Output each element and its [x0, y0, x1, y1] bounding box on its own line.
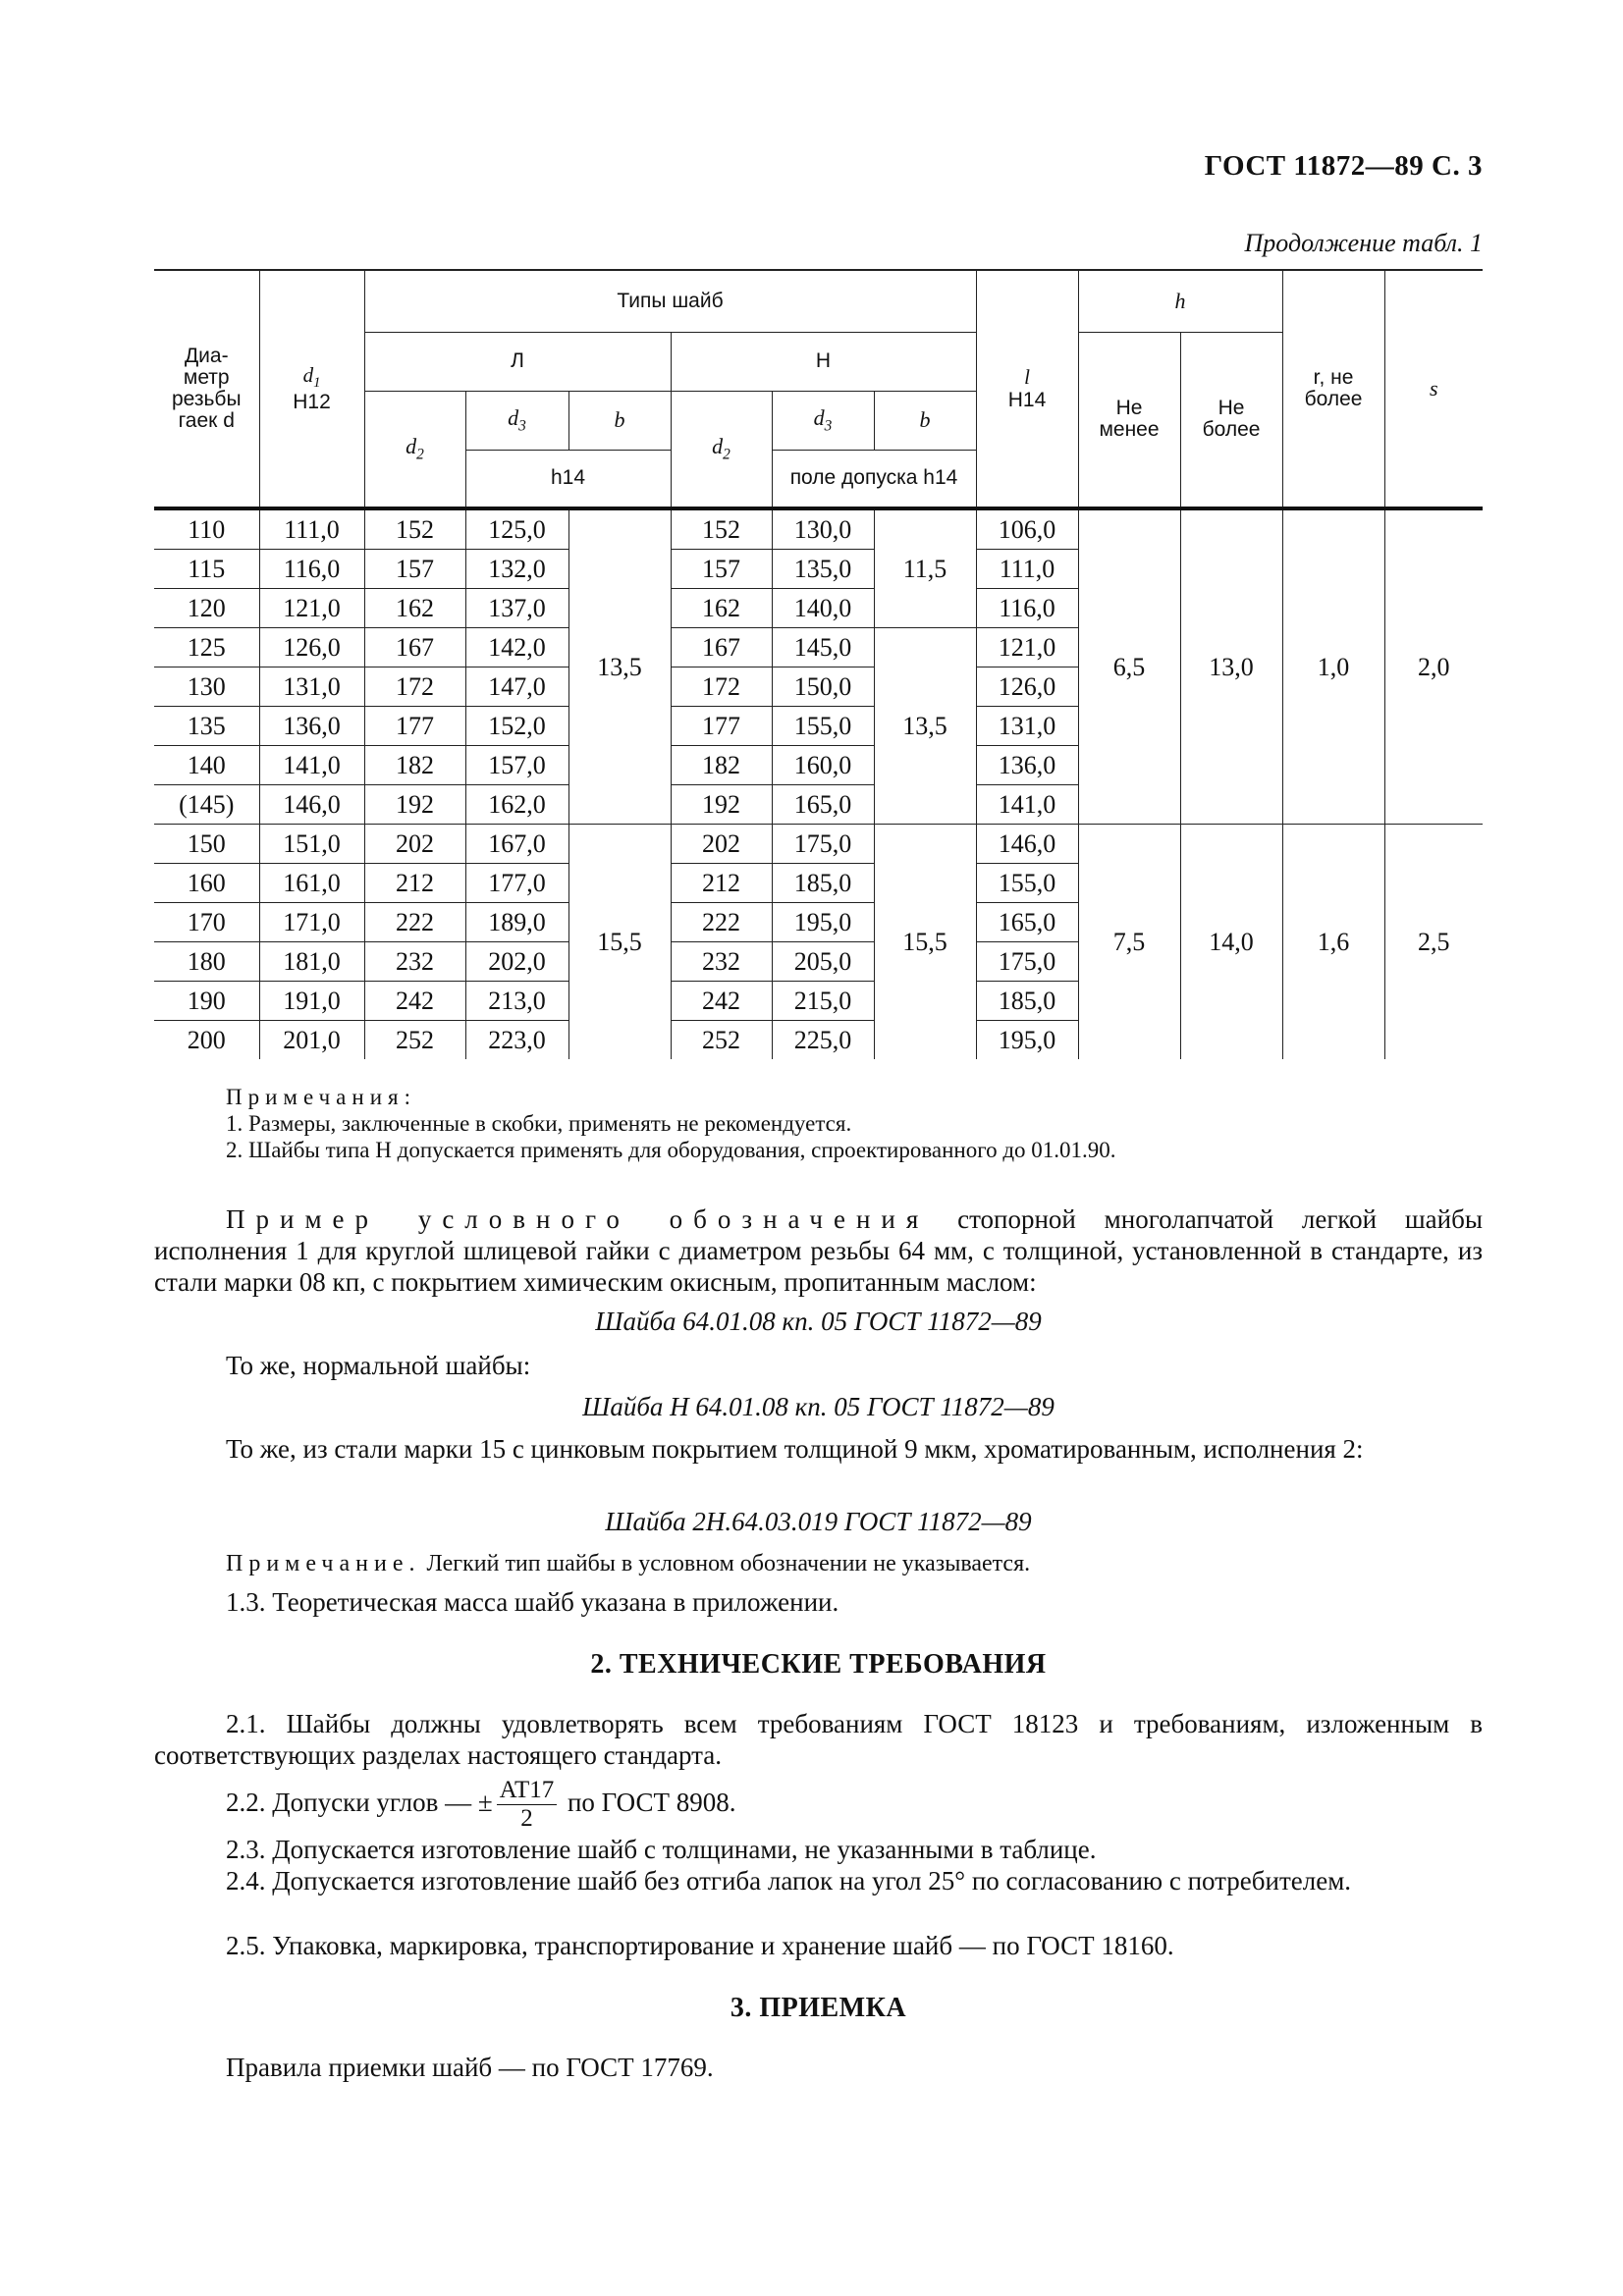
header-l-b: b — [568, 391, 671, 450]
paragraph-2-4: 2.4. Допускается изготовление шайб без отгиба лапок на угол 25° по согласованию с потребителем. — [226, 1866, 1352, 1896]
group2-r: 1,6 — [1282, 825, 1384, 1060]
group1-b-n-first: 11,5 — [874, 508, 976, 628]
group2-b-n: 15,5 — [874, 825, 976, 1060]
section-3-title: 3. ПРИЕМКА — [730, 1993, 907, 2023]
table-row: 150 151,0 202 167,0 15,5 202 175,0 15,5 146,0 7,5 14,0 1,6 2,5 — [154, 825, 1483, 864]
header-r: r, не более — [1282, 270, 1384, 508]
table-row: 190 191,0 242 213,0 242 215,0 185,0 — [154, 982, 1483, 1021]
section-2-title: 2. ТЕХНИЧЕСКИЕ ТРЕБОВАНИЯ — [590, 1649, 1047, 1680]
group1-r: 1,0 — [1282, 508, 1384, 825]
table-row: 160 161,0 212 177,0 212 185,0 155,0 — [154, 864, 1483, 903]
washers-table — [154, 269, 1483, 1059]
header-h-not-less: Не менее — [1078, 332, 1180, 508]
tolerance-fraction: $\frac{AT17}{2}$ — [497, 1777, 558, 1833]
same-steel-paragraph: То же, из стали марки 15 с цинковым покрытием толщиной 9 мкм, хроматированным, исполнения 2: — [226, 1434, 1364, 1464]
header-tolerance: поле допуска h14 — [772, 450, 976, 508]
paragraph-3: Правила приемки шайб — по ГОСТ 17769. — [226, 2053, 714, 2082]
paragraph-2-3: 2.3. Допускается изготовление шайб с толщинами, не указанными в таблице. — [226, 1835, 1097, 1864]
table-row: 135 136,0 177 152,0 177 155,0 131,0 — [154, 707, 1483, 746]
table-row: 125 126,0 167 142,0 167 145,0 13,5 121,0 — [154, 628, 1483, 667]
header-s: s — [1384, 270, 1483, 508]
group2-s: 2,5 — [1384, 825, 1483, 1060]
notes-title: Примечания: — [226, 1085, 416, 1109]
group1-b-n-second: 13,5 — [874, 628, 976, 825]
header-d1: $d_1$ H12 — [259, 270, 364, 508]
table-row: 120 121,0 162 137,0 162 140,0 116,0 — [154, 589, 1483, 628]
group2-b-l: 15,5 — [568, 825, 671, 1060]
header-l-d2: $d_2$ — [364, 391, 465, 508]
designation-example-paragraph: Пример условного обозначения стопорной многолапчатой легкой шайбы исполнения 1 для круглой шлицевой гайки с диаметром резьбы 64 мм, с толщиной, установленной в стандарте, из стали марки 08 кп, с покрытием химическим окисным, пропитанным маслом: — [154, 1204, 1483, 1297]
header-h14: h14 — [465, 450, 671, 508]
table-row: 130 131,0 172 147,0 172 150,0 126,0 — [154, 667, 1483, 707]
paragraph-2-2: 2.2. Допуски углов — ± $\frac{AT17}{2}$ по ГОСТ 8908. — [226, 1777, 736, 1833]
table-row: 115 116,0 157 132,0 157 135,0 111,0 — [154, 550, 1483, 589]
designation-formula-3: Шайба 2Н.64.03.019 ГОСТ 11872—89 — [605, 1507, 1032, 1536]
group1-b-l: 13,5 — [568, 508, 671, 825]
note-2: 2. Шайбы типа Н допускается применять для оборудования, спроектированного до 01.01.90. — [226, 1138, 1116, 1162]
table-row: (145) 146,0 192 162,0 192 165,0 141,0 — [154, 785, 1483, 825]
group1-s: 2,0 — [1384, 508, 1483, 825]
designation-note: Примечание. Легкий тип шайбы в условном обозначении не указывается. — [226, 1551, 1031, 1576]
group1-h-max: 13,0 — [1180, 508, 1282, 825]
table-row: 170 171,0 222 189,0 222 195,0 165,0 — [154, 903, 1483, 942]
header-thread-diameter: Диа- метр резьбы гаек d — [154, 270, 259, 508]
header-h-not-more: Не более — [1180, 332, 1282, 508]
header-n-d2: $d_2$ — [671, 391, 772, 508]
table-row: 180 181,0 232 202,0 232 205,0 175,0 — [154, 942, 1483, 982]
designation-formula-2: Шайба Н 64.01.08 кп. 05 ГОСТ 11872—89 — [582, 1392, 1055, 1421]
paragraph-2-5: 2.5. Упаковка, маркировка, транспортирование и хранение шайб — по ГОСТ 18160. — [226, 1931, 1174, 1960]
designation-formula-1: Шайба 64.01.08 кп. 05 ГОСТ 11872—89 — [595, 1307, 1042, 1336]
paragraph-2-1: 2.1. Шайбы должны удовлетворять всем требованиям ГОСТ 18123 и требованиям, изложенным в соответствующих разделах настоящего стандарта. — [154, 1709, 1483, 1770]
header-h: h — [1078, 270, 1282, 332]
table-notes — [226, 1084, 1116, 1163]
table-row: 140 141,0 182 157,0 182 160,0 136,0 — [154, 746, 1483, 785]
note-1: 1. Размеры, заключенные в скобки, применять не рекомендуется. — [226, 1111, 852, 1136]
header-l-d3: $d_3$ — [465, 391, 568, 450]
group1-h-min: 6,5 — [1078, 508, 1180, 825]
header-washer-types: Типы шайб — [364, 270, 976, 332]
header-type-l: Л — [364, 332, 671, 391]
table-continuation-label: Продолжение табл. 1 — [1244, 229, 1483, 257]
paragraph-1-3: 1.3. Теоретическая масса шайб указана в приложении. — [226, 1587, 839, 1617]
group2-h-min: 7,5 — [1078, 825, 1180, 1060]
table-row: 110 111,0 152 125,0 13,5 152 130,0 11,5 106,0 6,5 13,0 1,0 2,0 — [154, 508, 1483, 550]
same-normal-washer: То же, нормальной шайбы: — [226, 1351, 531, 1380]
page-header: ГОСТ 11872—89 С. 3 — [1204, 150, 1483, 182]
header-n-d3: $d_3$ — [772, 391, 874, 450]
table-row: 200 201,0 252 223,0 252 225,0 195,0 — [154, 1021, 1483, 1060]
header-n-b: b — [874, 391, 976, 450]
header-type-n: Н — [671, 332, 976, 391]
header-l: l H14 — [976, 270, 1078, 508]
group2-h-max: 14,0 — [1180, 825, 1282, 1060]
